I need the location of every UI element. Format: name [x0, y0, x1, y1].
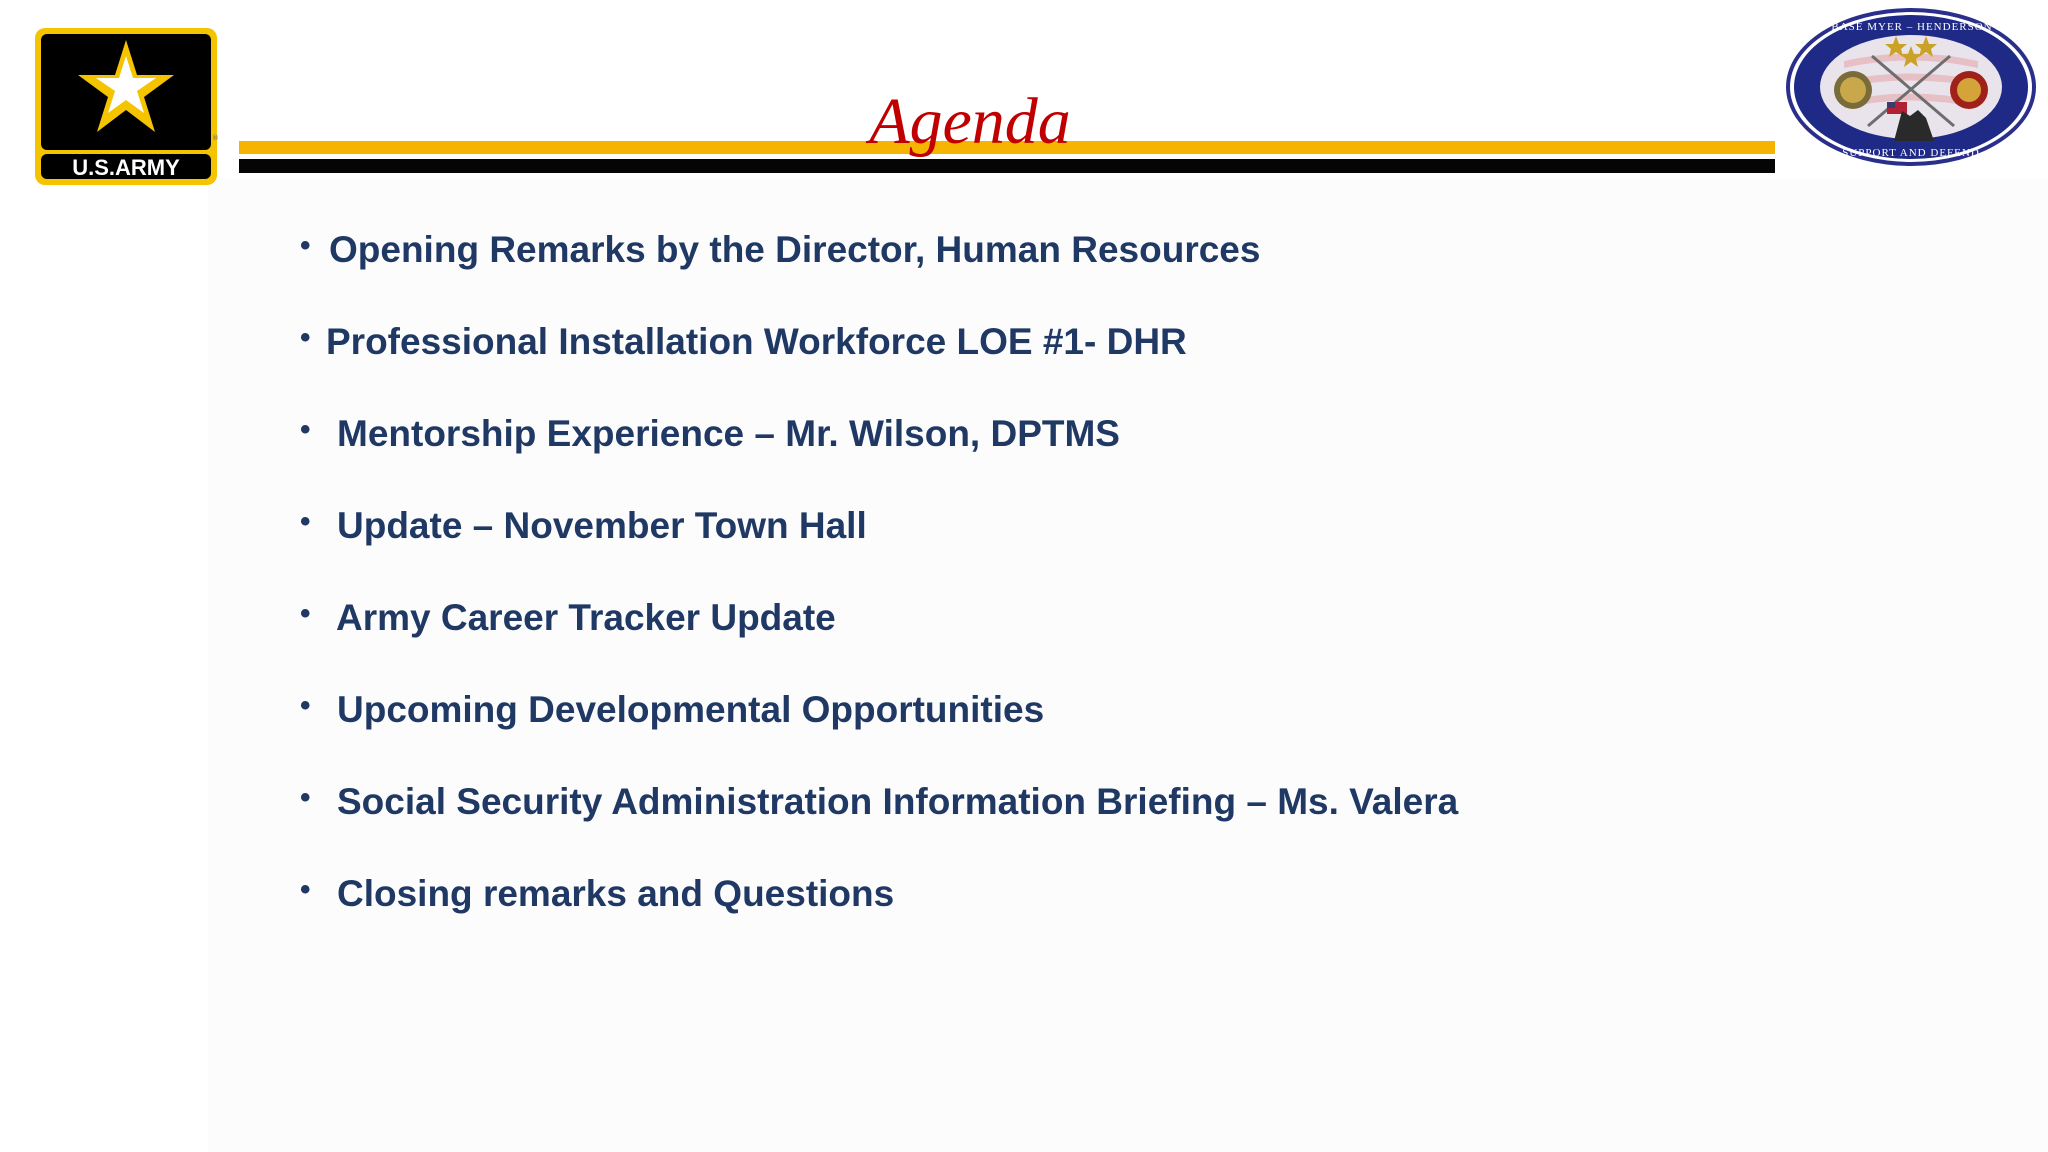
- bullet-icon: •: [300, 597, 311, 630]
- agenda-item-label: Closing remarks and Questions: [337, 873, 895, 914]
- army-star-icon: [33, 26, 219, 187]
- bullet-icon: •: [300, 873, 311, 906]
- agenda-item-label: Update – November Town Hall: [337, 505, 867, 546]
- agenda-item-label: Social Security Administration Information Briefing – Ms. Valera: [337, 781, 1459, 822]
- bullet-icon: •: [300, 413, 311, 446]
- agenda-item-label: Upcoming Developmental Opportunities: [337, 689, 1045, 730]
- joint-base-seal-icon: [1784, 6, 2038, 168]
- agenda-item-label: Mentorship Experience – Mr. Wilson, DPTMS: [337, 413, 1120, 454]
- seal-top-text: JOINT BASE MYER – HENDERSON HALL: [1792, 21, 2030, 33]
- slide-title: Agenda: [869, 85, 1071, 158]
- agenda-item-label: Army Career Tracker Update: [336, 597, 836, 638]
- bullet-icon: •: [300, 781, 311, 814]
- bullet-icon: •: [300, 229, 311, 262]
- trademark-mark: ®: [212, 134, 219, 142]
- seal-bottom-text: SUPPORT AND DEFEND: [1842, 147, 1980, 159]
- bullet-icon: •: [300, 689, 311, 722]
- bullet-icon: •: [300, 321, 311, 354]
- bullet-icon: •: [300, 505, 311, 538]
- army-logo-text: U.S.ARMY: [72, 155, 180, 180]
- agenda-item-label: Opening Remarks by the Director, Human Resources: [329, 229, 1261, 270]
- agenda-item-label: Professional Installation Workforce LOE #1- DHR: [326, 321, 1187, 362]
